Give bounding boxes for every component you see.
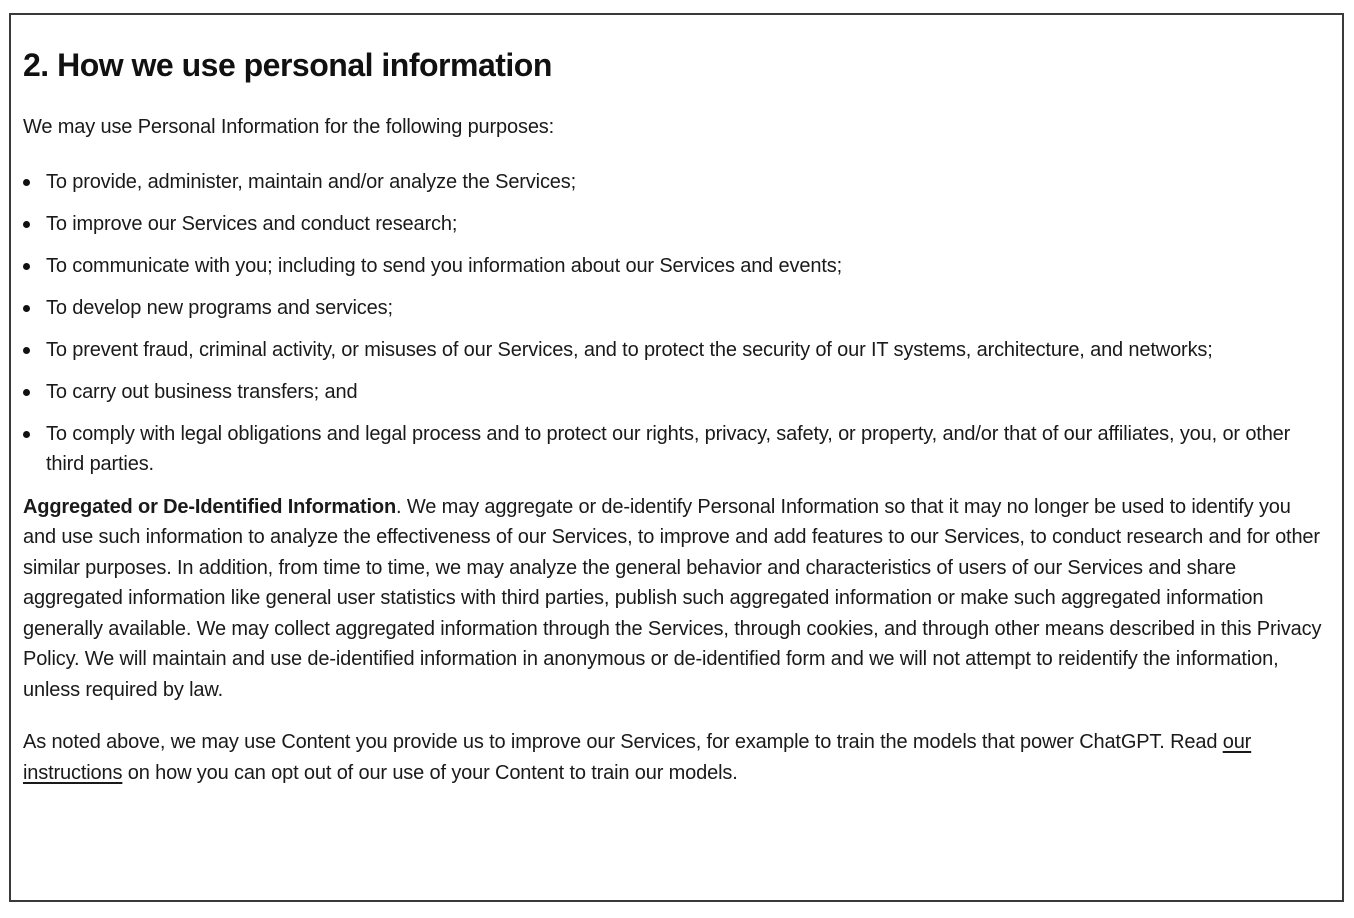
- section-intro: We may use Personal Information for the following purposes:: [23, 116, 555, 138]
- list-item: [23, 251, 1328, 282]
- aggregated-body: . We may aggregate or de-identify Personal Information so that it may no longer be used to identify you and use such information to analyze the effectiveness of our Services, to improve and add features to our Services, to conduct research and for other similar purposes. In addition, from time to time, we may analyze the general behavior and characteristics of users of our Services and share aggregated information like general user statistics with third parties, publish such aggregated information or make such aggregated information generally available. We may collect aggregated information through the Services, through cookies, and through other means described in this Privacy Policy. We will maintain and use de-identified information in anonymous or de-identified form and we will not attempt to reidentify the information, unless required by law.: [23, 495, 1322, 701]
- bullet-icon: [23, 431, 30, 438]
- bullet-icon: [23, 221, 30, 228]
- bullet-icon: [23, 389, 30, 396]
- content-use-text-after: on how you can opt out of our use of your Content to train our models.: [122, 761, 738, 784]
- list-item-text: To communicate with you; including to send you information about our Services and events;: [46, 254, 842, 277]
- bullet-icon: [23, 305, 30, 312]
- list-item: [23, 377, 1328, 408]
- content-use-paragraph: [23, 727, 1328, 788]
- content-use-text-before: As noted above, we may use Content you provide us to improve our Services, for example to train the models that power ChatGPT. Read: [23, 731, 1223, 753]
- list-item-text: To develop new programs and services;: [46, 296, 393, 319]
- bullet-icon: [23, 347, 30, 354]
- section-title: 2. How we use personal information: [23, 47, 552, 83]
- instructions-link[interactable]: our instructions: [23, 731, 1252, 784]
- list-item-text: To carry out business transfers; and: [46, 380, 358, 403]
- list-item-text: To prevent fraud, criminal activity, or misuses of our Services, and to protect the security of our IT systems, architecture, and networks;: [46, 338, 1213, 361]
- bullet-icon: [23, 179, 30, 186]
- list-item-text: To improve our Services and conduct research;: [46, 212, 458, 235]
- list-item: [23, 167, 1328, 198]
- bullet-icon: [23, 263, 30, 270]
- list-item-text: To provide, administer, maintain and/or analyze the Services;: [46, 170, 577, 193]
- list-item: [23, 209, 1328, 240]
- list-item: [23, 293, 1328, 324]
- purposes-list: [23, 167, 1328, 480]
- list-item: [23, 419, 1328, 480]
- aggregated-heading: Aggregated or De-Identified Information: [23, 495, 397, 518]
- aggregated-paragraph: [23, 492, 1328, 706]
- list-item: [23, 335, 1328, 366]
- policy-section: [23, 45, 1328, 788]
- document-frame: [9, 13, 1344, 902]
- list-item-text: To comply with legal obligations and legal process and to protect our rights, privacy, safety, or property, and/or that of our affiliates, you, or other third parties.: [46, 422, 1291, 475]
